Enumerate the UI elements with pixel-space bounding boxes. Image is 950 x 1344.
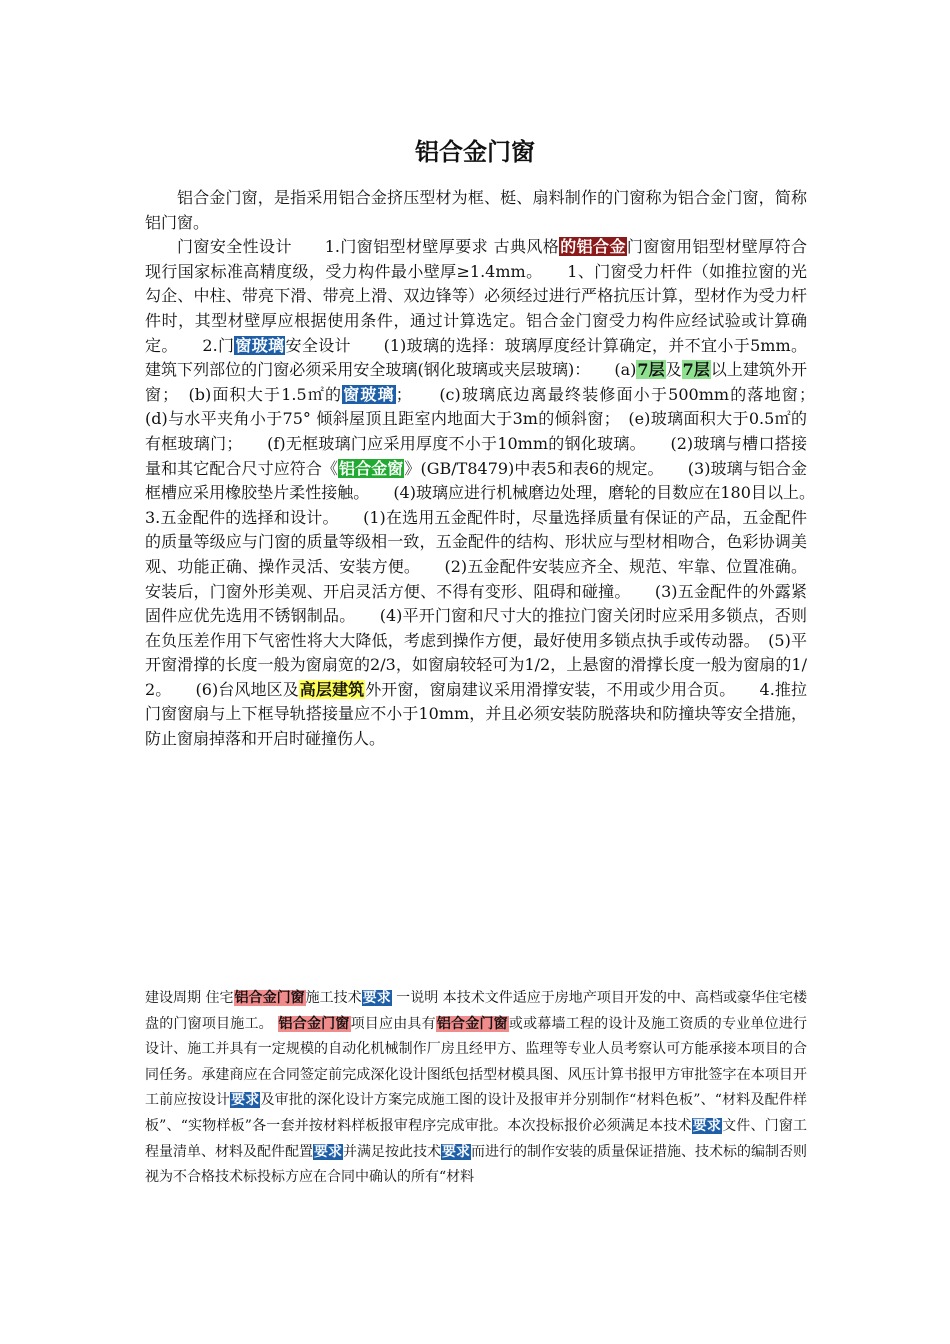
highlighted-keyword: 的铝合金 xyxy=(560,237,626,257)
text-run: 外开窗，窗扇建议采用滑撑安装，不用或少用合页。 4.推拉门窗窗扇与上下框导轨搭接量应不小于10mm，并且必须安装防脱落块和防撞块等安全措施，防止窗扇掉落和开启时碰撞伤人。 xyxy=(145,679,807,749)
text-run: 或或幕墙工程的设计及施工资质的专业单位进行设计、施工并具有一定规模的自动化机械制作厂房且经甲方、监理等专业人员考察认可方能承接本项目的合同任务。承建商应在合同签定前完成深化设计图纸包括型材模具图、风压计算书报甲方审批签字在本项目开工前应按设计 xyxy=(145,1015,808,1109)
text-run: 项目应由具有 xyxy=(350,1015,436,1032)
highlighted-keyword: 铝合金窗 xyxy=(339,458,404,478)
highlighted-keyword: 7层 xyxy=(637,360,665,380)
spec-excerpt xyxy=(145,986,807,1191)
highlighted-keyword: 要求 xyxy=(231,1092,260,1109)
highlighted-keyword: 要求 xyxy=(692,1117,722,1134)
text-run: 施工技术 xyxy=(305,990,362,1006)
text-run: 铝合金门窗，是指采用铝合金挤压型材为框、梃、扇料制作的门窗称为铝合金门窗，简称铝门窗。 xyxy=(145,188,807,232)
text-run: 以上建筑外开窗； (b)面积大于1.5㎡的 xyxy=(145,360,807,404)
text-run: 门窗窗用铝型材壁厚符合现行国家标准高精度级，受力构件最小壁厚≥1.4mm。 1、门窗受力杆件（如推拉窗的光勾企、中柱、带亮下滑、带亮上滑、双边锋等）必须经过进行严格抗压计算，型材作为受力杆件时，其型材壁厚应根据使用条件，通过计算选定。铝合金门窗受力构件应经试验或计算确定。 2.门 xyxy=(145,237,807,355)
highlighted-keyword: 要求 xyxy=(442,1143,470,1160)
text-run: 门窗安全性设计 1.门窗铝型材壁厚要求 古典风格 xyxy=(177,237,560,257)
paragraph xyxy=(145,186,807,235)
highlighted-keyword: 铝合金门窗 xyxy=(436,1015,508,1032)
highlighted-keyword: 铝合金门窗 xyxy=(278,1015,350,1032)
paragraph xyxy=(145,986,807,1191)
page-title: 铝合金门窗 xyxy=(415,138,535,166)
highlighted-keyword: 高层建筑 xyxy=(299,679,365,699)
text-run: 及审批的深化设计方案完成施工图的设计及报审并分别制作“材料色板”、“材料及配件样板”、“实物样板”各一套并按材料样板报审程序完成审批。本次投标报价必须满足本技术 xyxy=(145,1092,808,1134)
highlighted-keyword: 要求 xyxy=(362,990,391,1006)
text-run: 而进行的制作安装的质量保证措施、技术标的编制否则视为不合格技术标投标方应在合同中确认的所有“材料 xyxy=(145,1143,807,1186)
text-run: 安全设计 (1)玻璃的选择：玻璃厚度经计算确定，并不宜小于5mm。建筑下列部位的门窗必须采用安全玻璃(钢化玻璃或夹层玻璃)： (a) xyxy=(145,335,807,380)
text-run: 一说明 本技术文件适应于房地产项目开发的中、高档或豪华住宅楼盘的门窗项目施工。 xyxy=(145,990,808,1032)
text-run: 》(GB/T8479)中表5和表6的规定。 (3)玻璃与铝合金框槽应采用橡胶垫片柔性接触。 (4)玻璃应进行机械磨边处理，磨轮的目数应在180目以上。 3.五金配件的选择和设计。 (1)在选用五金配件时，尽量选择质量有保证的产品，五金配件的质量等级应与门窗的质量等级相一致，五金配件的结构、形状应与型材相吻合，色彩协调美观、功能正确、操作灵活、安装方便。 (2)五金配件安装应齐全、规范、牢靠、位置准确。安装后，门窗外形美观、开启灵活方便、不得有变形、阻碍和碰撞。 (3)五金配件的外露紧固件应优先选用不锈钢制品。 (4)平开门窗和尺寸大的推拉门窗关闭时应采用多锁点，否则在负压差作用下气密性将大大降低，考虑到操作方便，最好使用多锁点执手或传动器。 (5)平开窗滑撑的长度一般为窗扇宽的2/3，如窗扇较轻可为1/2，上悬窗的滑撑长度一般为窗扇的1/2。 (6)台风地区及 xyxy=(145,458,824,699)
highlighted-keyword: 窗玻璃 xyxy=(235,335,285,355)
text-run: ； (c)玻璃底边离最终装修面小于500mm的落地窗； (d)与水平夹角小于75° 倾斜屋顶且距室内地面大于3m的倾斜窗； (e)玻璃面积大于0.5㎡的有框玻璃门； (f)无框玻璃门应采用厚度不小于10mm的钢化玻璃。 (2)玻璃与槽口搭接量和其它配合尺寸应符合《 xyxy=(145,384,839,478)
paragraph xyxy=(145,235,839,751)
highlighted-keyword: 7层 xyxy=(682,360,710,380)
article-body xyxy=(145,186,839,752)
text-run: 并满足按此技术 xyxy=(343,1143,441,1160)
text-run: 文件、门窗工程量清单、材料及配件配置 xyxy=(145,1117,807,1160)
text-run: 及 xyxy=(665,360,682,380)
text-run: 建设周期 住宅 xyxy=(145,990,234,1006)
highlighted-keyword: 窗玻璃 xyxy=(343,384,395,404)
highlighted-keyword: 铝合金门窗 xyxy=(234,990,305,1006)
highlighted-keyword: 要求 xyxy=(314,1143,342,1160)
